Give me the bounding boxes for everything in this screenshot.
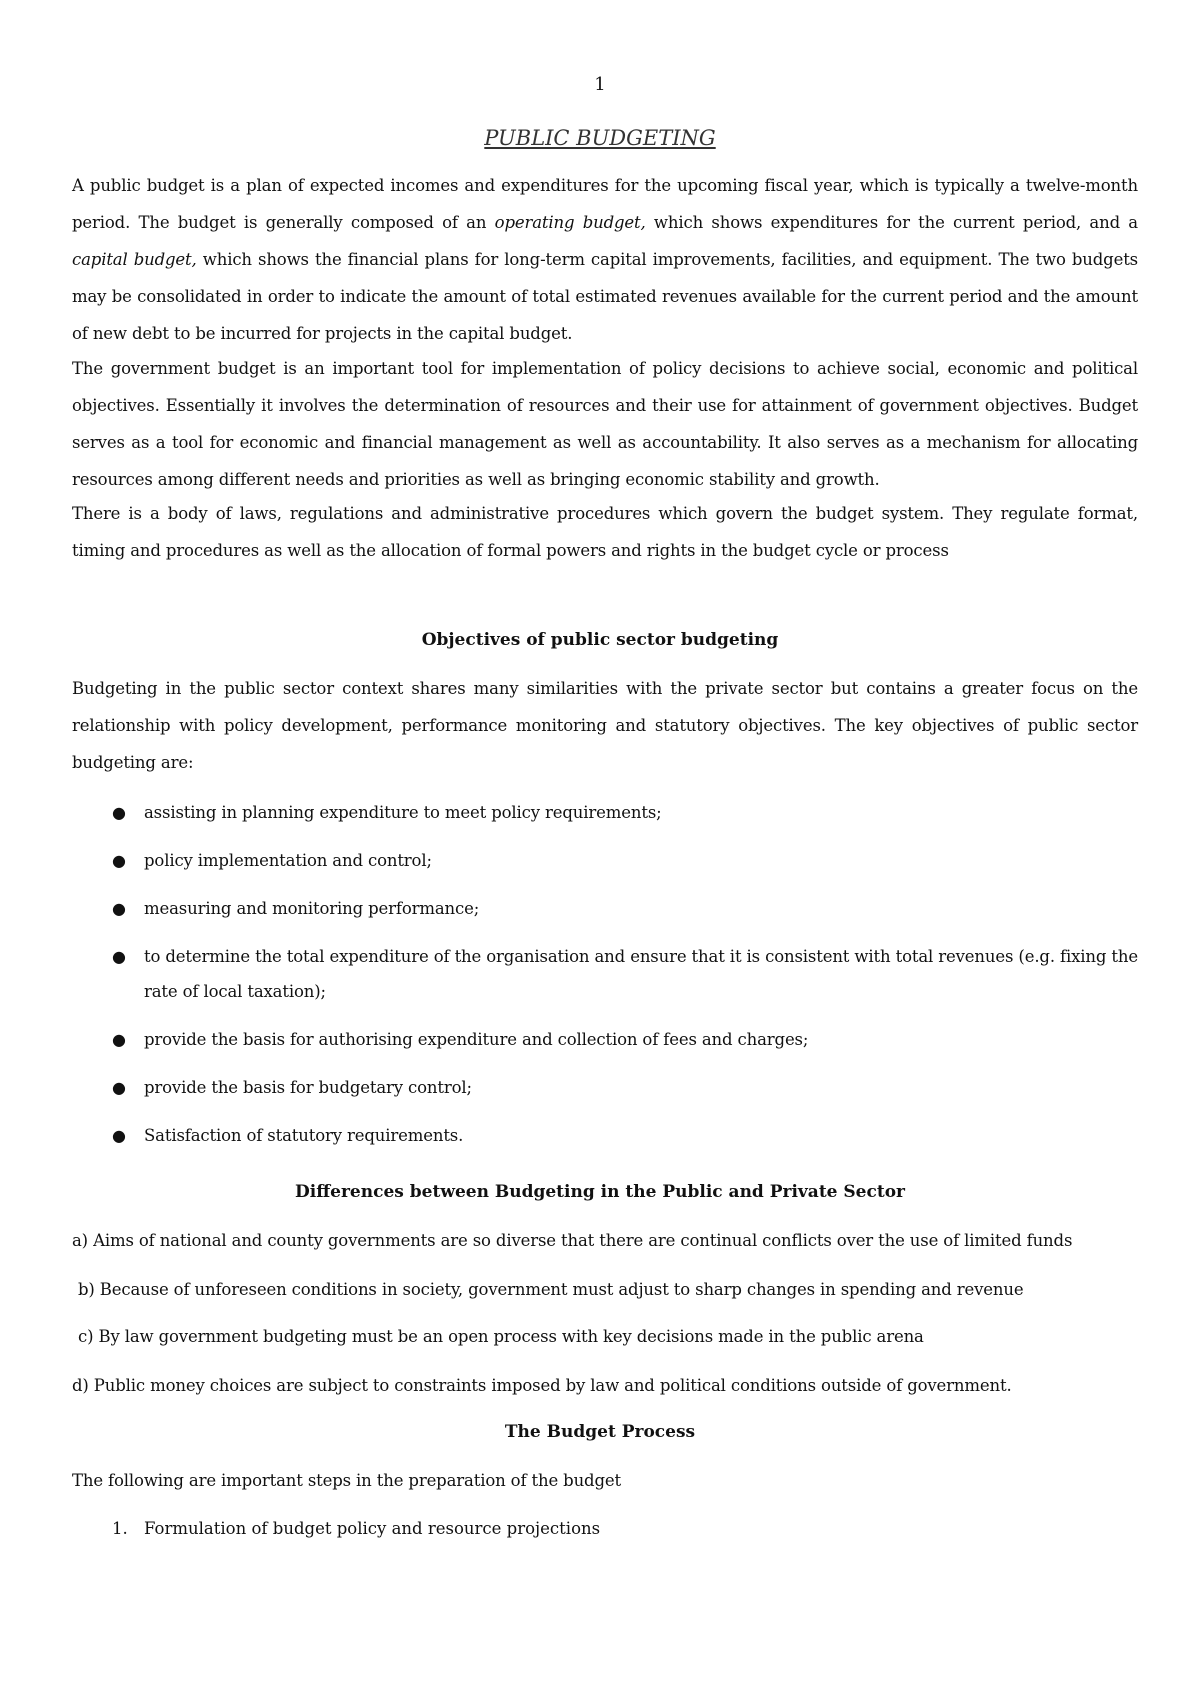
difference-item-d: d) Public money choices are subject to constraints imposed by law and political conditions outside of government. [72, 1376, 1012, 1395]
bullet-icon: ● [112, 1078, 126, 1097]
list-item [72, 843, 1138, 878]
list-item-text: provide the basis for authorising expenditure and collection of fees and charges; [144, 1030, 809, 1049]
objectives-heading: Objectives of public sector budgeting [421, 630, 779, 650]
list-item [72, 939, 1138, 1009]
step-text: Formulation of budget policy and resource projections [144, 1519, 601, 1538]
difference-item-c: c) By law government budgeting must be an open process with key decisions made in the public arena [78, 1327, 924, 1346]
list-item [72, 891, 1138, 926]
intro-p1-text-c: which shows the financial plans for long-term capital improvements, facilities, and equipment. The two budgets may be consolidated in order to indicate the amount of total estimated revenues available for the current period and the amount of new debt to be incurred for projects in the capital budget. [72, 250, 1138, 343]
capital-budget-term: capital budget, [72, 250, 197, 269]
objectives-list [72, 795, 1138, 1166]
bullet-icon: ● [112, 899, 126, 918]
intro-paragraph-1 [72, 167, 1138, 352]
list-item [72, 1118, 1138, 1153]
list-item [72, 1022, 1138, 1057]
intro-p1-text-a: A public budget is a plan of expected incomes and expenditures for the upcoming fiscal year, which is typically a twelve-month period. The budget is generally composed of an [72, 176, 1138, 232]
budget-process-heading: The Budget Process [504, 1422, 696, 1442]
differences-heading: Differences between Budgeting in the Public and Private Sector [295, 1182, 905, 1202]
bullet-icon: ● [112, 1126, 126, 1145]
bullet-icon: ● [112, 803, 126, 822]
list-item-text: measuring and monitoring performance; [144, 899, 480, 918]
bullet-icon: ● [112, 1030, 126, 1049]
intro-p1-text-b: which shows expenditures for the current period, and a [645, 213, 1138, 232]
operating-budget-term: operating budget, [494, 213, 646, 232]
list-item [72, 1070, 1138, 1105]
list-item [72, 795, 1138, 830]
difference-item-b: b) Because of unforeseen conditions in society, government must adjust to sharp changes in spending and revenue [78, 1280, 1024, 1299]
budget-process-intro: The following are important steps in the preparation of the budget [72, 1471, 621, 1490]
intro-paragraph-3: There is a body of laws, regulations and administrative procedures which govern the budget system. They regulate format, timing and procedures as well as the allocation of formal powers and rights in the budget cycle or process [72, 504, 1138, 560]
intro-paragraph-2: The government budget is an important tool for implementation of policy decisions to achieve social, economic and political objectives. Essentially it involves the determination of resources and their use for attainment of government objectives. Budget serves as a tool for economic and financial management as well as accountability. It also serves as a mechanism for allocating resources among different needs and priorities as well as bringing economic stability and growth. [72, 359, 1138, 489]
list-item-text: assisting in planning expenditure to meet policy requirements; [144, 803, 662, 822]
list-item-text: Satisfaction of statutory requirements. [144, 1126, 464, 1145]
page-number: 1 [594, 74, 606, 95]
list-item-text: to determine the total expenditure of the organisation and ensure that it is consistent with total revenues (e.g. fixing the rate of local taxation); [144, 947, 1138, 1001]
bullet-icon: ● [112, 851, 126, 870]
difference-item-a: a) Aims of national and county governments are so diverse that there are continual conflicts over the use of limited funds [72, 1231, 1073, 1250]
list-item-text: policy implementation and control; [144, 851, 432, 870]
objectives-intro: Budgeting in the public sector context shares many similarities with the private sector but contains a greater focus on the relationship with policy development, performance monitoring and statutory objectives. The key objectives of public sector budgeting are: [72, 679, 1138, 772]
document-title: PUBLIC BUDGETING [484, 126, 716, 150]
list-item-text: provide the basis for budgetary control; [144, 1078, 472, 1097]
bullet-icon: ● [112, 947, 126, 966]
step-number: 1. [112, 1519, 128, 1538]
